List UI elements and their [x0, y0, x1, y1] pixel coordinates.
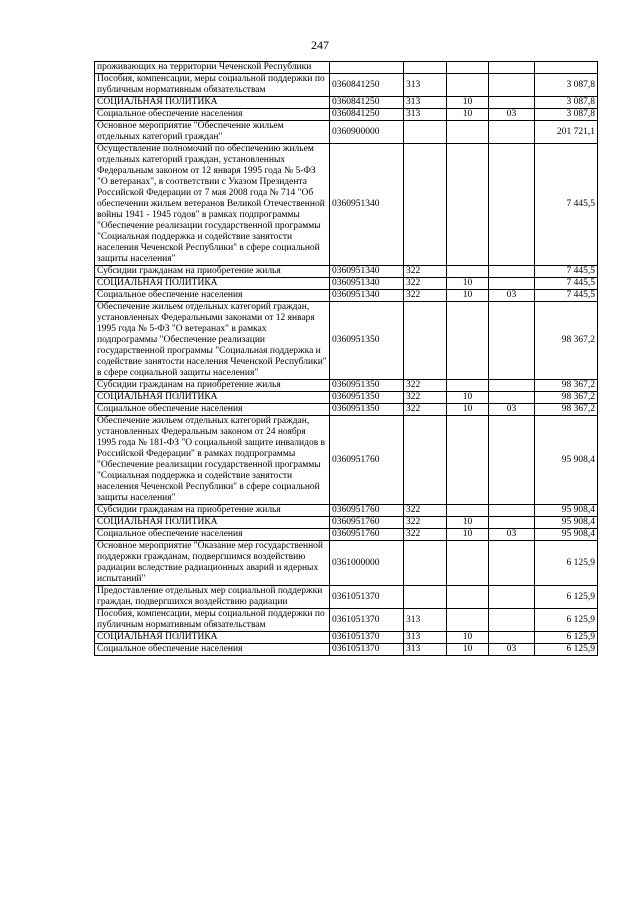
row-target-article: 0360841250 [330, 74, 404, 97]
row-subsection [489, 74, 535, 97]
row-amount: 7 445,5 [535, 278, 598, 290]
row-expense-type [404, 121, 447, 144]
row-name: Осуществление полномочий по обеспечению жильем отдельных категорий граждан, установленных Федеральным законом от 12 января 1995 года № 5-ФЗ "О ветеранах", в соответствии с Указом Президента Российской Федерации от 7 мая 2008 года № 714 "Об обеспечении жильем ветеранов Великой Отечественной войны 1941 - 1945 годов" в рамках подпрограммы "Обеспечение реализации государственной программы "Социальная поддержка и содействие занятости населения Чеченской Республики" в сфере социальной защиты населения" [95, 144, 330, 266]
row-section [447, 62, 489, 74]
table-row [95, 144, 598, 266]
row-subsection [489, 609, 535, 632]
row-name: СОЦИАЛЬНАЯ ПОЛИТИКА [95, 278, 330, 290]
row-subsection [489, 97, 535, 109]
row-expense-type: 322 [404, 392, 447, 404]
row-expense-type [404, 586, 447, 609]
row-subsection [489, 505, 535, 517]
row-target-article: 0360951340 [330, 266, 404, 278]
table-row [95, 632, 598, 644]
row-name: Предоставление отдельных мер социальной поддержки граждан, подвергшихся воздействию радиации [95, 586, 330, 609]
row-section: 10 [447, 290, 489, 302]
table-row [95, 278, 598, 290]
row-name: Субсидии гражданам на приобретение жилья [95, 505, 330, 517]
row-target-article: 0360841250 [330, 97, 404, 109]
row-name: Обеспечение жильем отдельных категорий граждан, установленных Федеральными законами от 12 января 1995 года № 5-ФЗ "О ветеранах" в рамках подпрограммы "Обеспечение реализации государственной программы "Социальная поддержка и содействие занятости населения Чеченской Республики" в сфере социальной защиты населения" [95, 302, 330, 380]
row-target-article: 0360951760 [330, 416, 404, 505]
row-subsection [489, 541, 535, 586]
row-name: Социальное обеспечение населения [95, 529, 330, 541]
row-expense-type: 322 [404, 266, 447, 278]
row-name: СОЦИАЛЬНАЯ ПОЛИТИКА [95, 97, 330, 109]
row-name: Социальное обеспечение населения [95, 290, 330, 302]
row-subsection [489, 517, 535, 529]
row-target-article: 0361051370 [330, 644, 404, 656]
row-section: 10 [447, 97, 489, 109]
table-row [95, 416, 598, 505]
row-target-article: 0361000000 [330, 541, 404, 586]
row-name: Пособия, компенсации, меры социальной поддержки по публичным нормативным обязательствам [95, 609, 330, 632]
row-section: 10 [447, 644, 489, 656]
row-name: Социальное обеспечение населения [95, 109, 330, 121]
row-target-article: 0360951340 [330, 278, 404, 290]
row-section: 10 [447, 517, 489, 529]
row-amount: 95 908,4 [535, 416, 598, 505]
row-amount: 98 367,2 [535, 380, 598, 392]
row-name: Социальное обеспечение населения [95, 644, 330, 656]
row-expense-type: 322 [404, 380, 447, 392]
row-section: 10 [447, 278, 489, 290]
row-name: Пособия, компенсации, меры социальной поддержки по публичным нормативным обязательствам [95, 74, 330, 97]
row-amount: 7 445,5 [535, 290, 598, 302]
row-name: проживающих на территории Чеченской Республики [95, 62, 330, 74]
row-subsection [489, 278, 535, 290]
row-amount: 6 125,9 [535, 644, 598, 656]
table-row [95, 109, 598, 121]
row-section [447, 416, 489, 505]
row-expense-type: 322 [404, 505, 447, 517]
row-expense-type: 322 [404, 404, 447, 416]
row-name: Основное мероприятие "Обеспечение жильем отдельных категорий граждан" [95, 121, 330, 144]
table-row [95, 62, 598, 74]
row-subsection [489, 392, 535, 404]
row-expense-type [404, 144, 447, 266]
row-section: 10 [447, 392, 489, 404]
row-subsection [489, 144, 535, 266]
row-target-article [330, 62, 404, 74]
table-row [95, 380, 598, 392]
table-row [95, 392, 598, 404]
row-amount: 7 445,5 [535, 144, 598, 266]
row-section [447, 266, 489, 278]
row-section [447, 74, 489, 97]
row-target-article: 0360951340 [330, 290, 404, 302]
row-section [447, 302, 489, 380]
row-amount: 3 087,8 [535, 74, 598, 97]
row-subsection [489, 302, 535, 380]
row-section: 10 [447, 109, 489, 121]
row-amount: 7 445,5 [535, 266, 598, 278]
row-expense-type: 322 [404, 278, 447, 290]
row-subsection [489, 416, 535, 505]
row-section: 10 [447, 404, 489, 416]
row-target-article: 0360951350 [330, 392, 404, 404]
row-target-article: 0360951760 [330, 505, 404, 517]
row-subsection [489, 632, 535, 644]
row-amount: 6 125,9 [535, 632, 598, 644]
row-expense-type [404, 62, 447, 74]
row-amount: 6 125,9 [535, 609, 598, 632]
row-name: Социальное обеспечение населения [95, 404, 330, 416]
row-amount: 201 721,1 [535, 121, 598, 144]
row-expense-type: 313 [404, 609, 447, 632]
row-name: Основное мероприятие "Оказание мер государственной поддержки гражданам, подвергшимся воздействию радиации вследствие радиационных аварий и ядерных испытаний" [95, 541, 330, 586]
row-target-article: 0360841250 [330, 109, 404, 121]
row-name: Субсидии гражданам на приобретение жилья [95, 266, 330, 278]
table-row [95, 609, 598, 632]
table-row [95, 266, 598, 278]
row-expense-type: 322 [404, 290, 447, 302]
row-target-article: 0360951760 [330, 529, 404, 541]
row-target-article: 0361051370 [330, 586, 404, 609]
row-target-article: 0360951350 [330, 380, 404, 392]
table-row [95, 290, 598, 302]
row-section [447, 609, 489, 632]
row-name: Субсидии гражданам на приобретение жилья [95, 380, 330, 392]
table-row [95, 74, 598, 97]
row-expense-type: 313 [404, 74, 447, 97]
row-amount: 98 367,2 [535, 302, 598, 380]
table-row [95, 505, 598, 517]
table-row [95, 586, 598, 609]
budget-table-body [95, 62, 598, 656]
row-name: СОЦИАЛЬНАЯ ПОЛИТИКА [95, 392, 330, 404]
row-section [447, 121, 489, 144]
row-section [447, 380, 489, 392]
table-row [95, 644, 598, 656]
table-row [95, 121, 598, 144]
row-target-article: 0361051370 [330, 632, 404, 644]
budget-table [94, 61, 598, 656]
table-row [95, 302, 598, 380]
row-amount: 6 125,9 [535, 541, 598, 586]
row-target-article: 0361051370 [330, 609, 404, 632]
row-subsection: 03 [489, 109, 535, 121]
row-expense-type: 322 [404, 517, 447, 529]
row-target-article: 0360900000 [330, 121, 404, 144]
row-amount: 95 908,4 [535, 517, 598, 529]
row-target-article: 0360951760 [330, 517, 404, 529]
row-expense-type: 313 [404, 644, 447, 656]
row-amount: 3 087,8 [535, 109, 598, 121]
row-name: Обеспечение жильем отдельных категорий граждан, установленных Федеральным законом от 24 ноября 1995 года № 181-ФЗ "О социальной защите инвалидов в Российской Федерации" в рамках подпрограммы "Обеспечение реализации государственной программы "Социальная поддержка и содействие занятости населения Чеченской Республики" в сфере социальной защиты населения" [95, 416, 330, 505]
row-amount: 95 908,4 [535, 505, 598, 517]
row-expense-type: 313 [404, 632, 447, 644]
row-amount: 6 125,9 [535, 586, 598, 609]
row-expense-type [404, 541, 447, 586]
table-row [95, 541, 598, 586]
table-row [95, 529, 598, 541]
row-section [447, 541, 489, 586]
row-expense-type [404, 302, 447, 380]
row-target-article: 0360951350 [330, 302, 404, 380]
row-subsection [489, 586, 535, 609]
row-expense-type: 322 [404, 529, 447, 541]
row-expense-type [404, 416, 447, 505]
row-section [447, 586, 489, 609]
row-amount: 98 367,2 [535, 404, 598, 416]
table-row [95, 97, 598, 109]
row-section: 10 [447, 632, 489, 644]
row-subsection: 03 [489, 644, 535, 656]
row-expense-type: 313 [404, 97, 447, 109]
table-row [95, 404, 598, 416]
row-subsection [489, 121, 535, 144]
row-section [447, 144, 489, 266]
row-amount: 3 087,8 [535, 97, 598, 109]
row-subsection: 03 [489, 290, 535, 302]
row-subsection [489, 62, 535, 74]
row-subsection [489, 380, 535, 392]
page-number: 247 [311, 38, 329, 52]
row-section [447, 505, 489, 517]
row-subsection [489, 266, 535, 278]
table-row [95, 517, 598, 529]
row-amount: 95 908,4 [535, 529, 598, 541]
row-target-article: 0360951340 [330, 144, 404, 266]
row-amount [535, 62, 598, 74]
row-target-article: 0360951350 [330, 404, 404, 416]
row-amount: 98 367,2 [535, 392, 598, 404]
row-section: 10 [447, 529, 489, 541]
row-subsection: 03 [489, 404, 535, 416]
row-name: СОЦИАЛЬНАЯ ПОЛИТИКА [95, 632, 330, 644]
row-expense-type: 313 [404, 109, 447, 121]
row-name: СОЦИАЛЬНАЯ ПОЛИТИКА [95, 517, 330, 529]
row-subsection: 03 [489, 529, 535, 541]
